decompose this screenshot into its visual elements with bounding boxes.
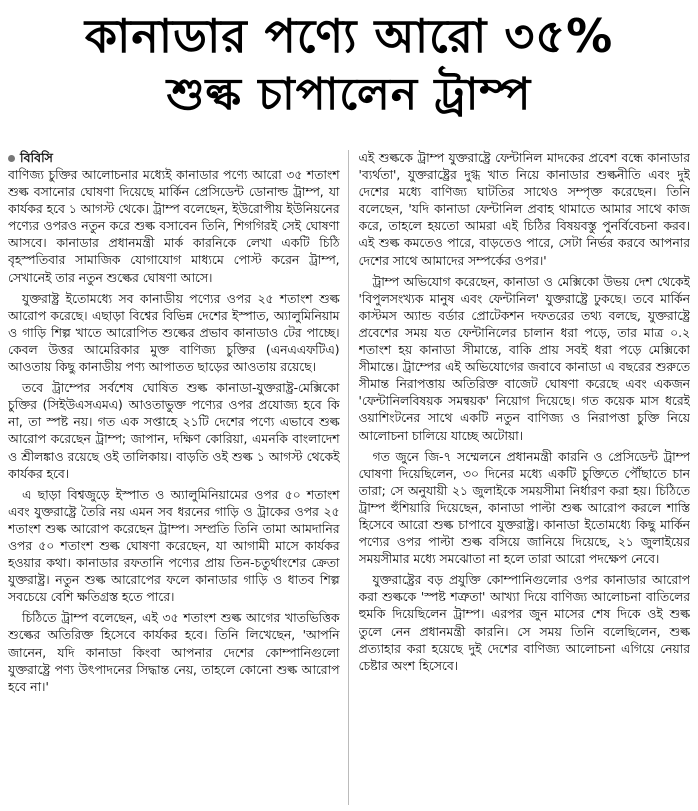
headline-line-1: কানাডার পণ্যে আরো ৩৫% <box>84 9 614 63</box>
right-column <box>359 150 691 805</box>
bullet-icon <box>8 155 15 162</box>
paragraph: এই শুল্ককে ট্রাম্প যুক্তরাষ্ট্রে ফেন্টানিল মাদকের প্রবেশ বন্ধে কানাডার 'ব্যর্থতা', যুক্তরাষ্ট্রের দুগ্ধ খাত নিয়ে কানাডার শুল্কনীতি এবং দুই দেশের মধ্যে বাণিজ্য ঘাটতির সাথেও সম্পৃক্ত করেছেন। তিনি বলেছেন, 'যদি কানাডা ফেন্টানিল প্রবাহ থামাতে আমার সাথে কাজ করে, তাহলে হয়তো আমরা এই চিঠির বিষয়বস্তু পুনর্বিবেচনা করব। এই শুল্ক কমতেও পারে, বাড়তেও পারে, সেটা নির্ভর করবে আপনার দেশের সাথে আমাদের সম্পর্কের ওপর।' <box>358 151 690 268</box>
paragraph: যুক্তরাষ্ট্র ইতোমধ্যে সব কানাডীয় পণ্যের ওপর ২৫ শতাংশ শুল্ক আরোপ করেছে। এছাড়া বিশ্বের বিভিন্ন দেশের ইস্পাত, অ্যালুমিনিয়াম ও গাড়ি শিল্প খাতে আরোপিত শুল্কের প্রভাব কানাডাও টের পাচ্ছে। কেবল উত্তর আমেরিকার মুক্ত বাণিজ্য চুক্তির (এনএএফটিএ) আওতায় কিছু কানাডীয় পণ্য আপাতত ছাড়ের আওতায় রয়েছে। <box>8 291 340 375</box>
paragraph: চিঠিতে ট্রাম্প বলেছেন, এই ৩৫ শতাংশ শুল্ক আগের খাতভিত্তিক শুল্কের অতিরিক্ত হিসেবে কার্যকর হবে। তিনি লিখেছেন, 'আপনি জানেন, যদি কানাডা কিংবা আপনার দেশের কোম্পানিগুলো যুক্তরাষ্ট্রে পণ্য উৎপাদনের সিদ্ধান্ত নেয়, তাহলে কোনো শুল্ক আরোপ হবে না।' <box>8 611 340 694</box>
paragraph: তবে ট্রাম্পের সর্বশেষ ঘোষিত শুল্ক কানাডা-যুক্তরাষ্ট্র-মেক্সিকো চুক্তির (সিইউএসএমএ) আওতাভুক্ত পণ্যের ওপর প্রযোজ্য হবে কি না, তা স্পষ্ট নয়। গত এক সপ্তাহে ২১টি দেশের পণ্যে এভাবে শুল্ক আরোপ করেছেন ট্রাম্প; জাপান, দক্ষিণ কোরিয়া, এমনকি বাংলাদেশ ও শ্রীলঙ্কাও রয়েছে ওই তালিকায়। বাড়তি ওই শুল্ক ১ আগস্ট থেকেই কার্যকর হবে। <box>8 381 340 481</box>
byline <box>8 150 340 166</box>
headline-line-2: শুল্ক চাপালেন ট্রাম্প <box>166 69 532 120</box>
paragraph: ট্রাম্প অভিযোগ করেছেন, কানাডা ও মেক্সিকো উভয় দেশ থেকেই 'বিপুলসংখ্যক মানুষ এবং ফেন্টানিল' যুক্তরাষ্ট্রে ঢুকছে। তবে মার্কিন কাস্টমস অ্যান্ড বর্ডার প্রোটেকশন দফতরের তথ্য বলছে, যুক্তরাষ্ট্রে প্রবেশের সময় যত ফেন্টানিলের চালান ধরা পড়ে, তার মাত্র ০.২ শতাংশ হয় কানাডা সীমান্তে, বাকি প্রায় সবই ধরা পড়ে মেক্সিকো সীমান্তে। ট্রাম্পের এই অভিযোগের জবাবে কানাডা এ বছরের শুরুতে সীমান্ত নিরাপত্তায় অতিরিক্ত বাজেট ঘোষণা করেছে এবং একজন 'ফেন্টানিলবিষয়ক সমন্বয়ক' নিয়োগ দিয়েছে। গত কয়েক মাস ধরেই ওয়াশিংটনের সাথে একটি নতুন বাণিজ্য ও নিরাপত্তা চুক্তি নিয়ে আলোচনা চালিয়ে যাচ্ছে অটোয়া। <box>358 274 690 443</box>
paragraph: এ ছাড়া বিশ্বজুড়ে ইস্পাত ও অ্যালুমিনিয়ামের ওপর ৫০ শতাংশ এবং যুক্তরাষ্ট্রে তৈরি নয় এমন সব ধরনের গাড়ি ও ট্রাকের ওপর ২৫ শতাংশ শুল্ক আরোপ করেছেন ট্রাম্প। সম্প্রতি তিনি তামা আমদানির ওপর ৫০ শতাংশ শুল্ক ঘোষণা করেছেন, যা আগামী মাসে কার্যকর হওয়ার কথা। কানাডার রফতানি পণ্যের প্রায় তিন-চতুর্থাংশের ক্রেতা যুক্তরাষ্ট্র। নতুন শুল্ক আরোপের ফলে কানাডার গাড়ি ও ধাতব শিল্প সবচেয়ে বেশি ক্ষতিগ্রস্ত হতে পারে। <box>8 487 340 605</box>
paragraph: বাণিজ্য চুক্তির আলোচনার মধ্যেই কানাডার পণ্যে আরো ৩৫ শতাংশ শুল্ক বসানোর ঘোষণা দিয়েছে মার্কিন প্রেসিডেন্ট ডোনাল্ড ট্রাম্প, যা কার্যকর হবে ১ আগস্ট থেকে। ট্রাম্প বলেছেন, ইউরোপীয় ইউনিয়নের পণ্যের ওপরও নতুন করে শুল্ক বসাবেন তিনি, শিগগিরই সেই ঘোষণা আসবে। কানাডার প্রধানমন্ত্রী মার্ক কারনিকে লেখা একটি চিঠি বৃহস্পতিবার সামাজিক যোগাযোগ মাধ্যমে পোস্ট করেন ট্রাম্প, সেখানেই তার নতুন শুল্কের ঘোষণা আসে। <box>8 168 340 285</box>
headline <box>0 6 698 124</box>
article-body <box>8 150 690 805</box>
paragraph: যুক্তরাষ্ট্রের বড় প্রযুক্তি কোম্পানিগুলোর ওপর কানাডার আরোপ করা শুল্ককে 'স্পষ্ট শত্রুতা' আখ্যা দিয়ে বাণিজ্য আলোচনা বাতিলের হুমকি দিয়েছিলেন ট্রাম্প। এরপর জুন মাসের শেষ দিকে ওই শুল্ক তুলে নেন প্রধানমন্ত্রী কারনি। সে সময় তিনি বলেছিলেন, শুল্ক প্রত্যাহার করা হয়েছে দুই দেশের বাণিজ্য আলোচনা এগিয়ে নেয়ার চেষ্টার অংশ হিসেবে। <box>358 573 690 673</box>
byline-source: বিবিসি <box>20 150 53 165</box>
paragraph: গত জুনে জি-৭ সম্মেলনে প্রধানমন্ত্রী কারনি ও প্রেসিডেন্ট ট্রাম্প ঘোষণা দিয়েছিলেন, ৩০ দিনের মধ্যে একটি চুক্তিতে পৌঁছাতে চান তারা; সে অনুযায়ী ২১ জুলাইকে সময়সীমা নির্ধারণ করা হয়। চিঠিতে ট্রাম্প হুঁশিয়ারি দিয়েছেন, কানাডা পাল্টা শুল্ক আরোপ করলে শাস্তি হিসেবে আরো শুল্ক চাপাবে যুক্তরাষ্ট্র। কানাডা ইতোমধ্যে কিছু মার্কিন পণ্যের ওপর পাল্টা শুল্ক বসিয়ে জানিয়ে দিয়েছে, ২১ জুলাইয়ের সময়সীমার মধ্যে সমঝোতা না হলে তারা আরো পদক্ষেপ নেবে। <box>358 449 690 567</box>
left-column <box>8 150 349 805</box>
